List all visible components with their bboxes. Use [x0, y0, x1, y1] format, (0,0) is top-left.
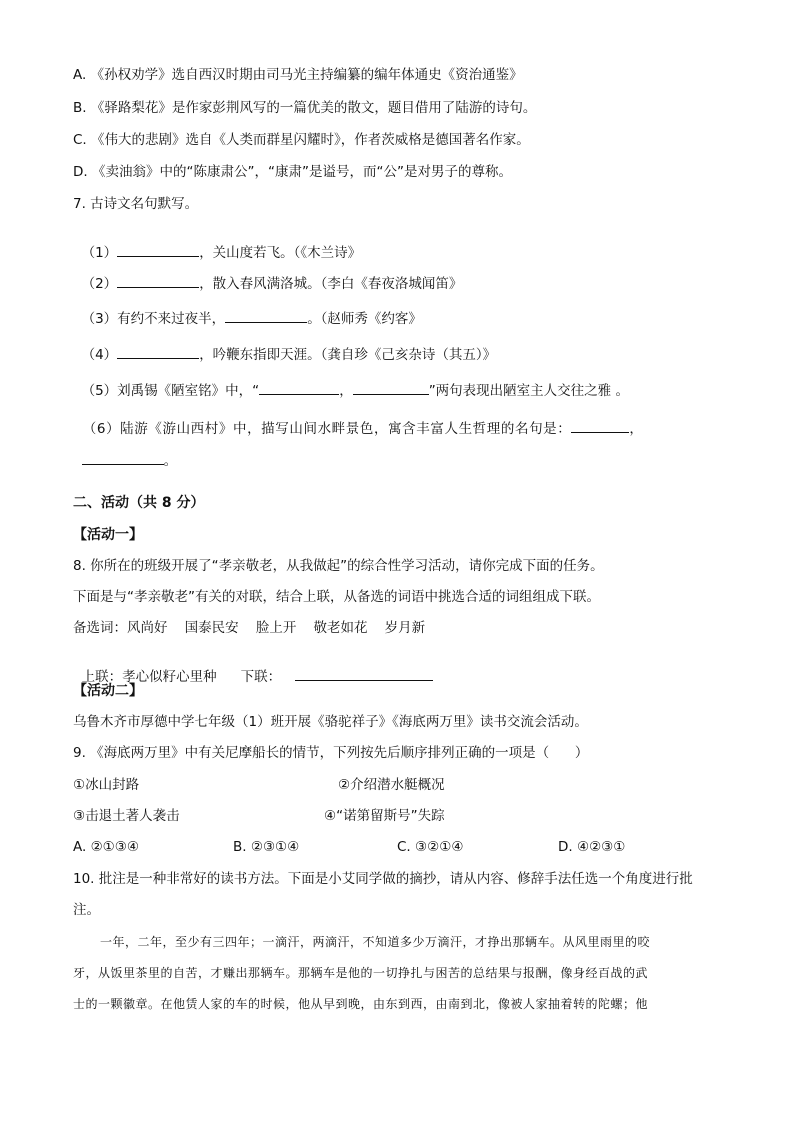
blank-3[interactable]	[225, 310, 307, 323]
q7-line-5-mid: ，	[339, 383, 353, 399]
q7-line-6-cont	[73, 434, 177, 470]
q7-line-6-comma: ，	[629, 421, 644, 437]
q8-line-1: 8. 你所在的班级开展了“孝亲敬老，从我做起”的综合性学习活动，请你完成下面的任务。	[73, 558, 604, 574]
q9-item-2: ②介绍潜水艇概况	[338, 777, 445, 793]
q7-line-5-suffix: ”两句表现出陋室主人交往之雅 。	[428, 383, 629, 399]
q7-title: 7. 古诗文名句默写。	[73, 196, 199, 212]
blank-6b[interactable]	[82, 452, 164, 465]
excerpt-line-2: 牙，从饭里茶里的自苦，才赚出那辆车。那辆车是他的一切挣扎与困苦的总结果与报酬，像身经百战的武	[73, 966, 649, 980]
blank-4[interactable]	[117, 346, 199, 359]
q6-option-d: D. 《卖油翁》中的“陈康肃公”，“康肃”是谥号，而“公”是对男子的尊称。	[73, 164, 512, 180]
q7-line-3-prefix: （3）有约不来过夜半，	[81, 311, 226, 327]
q10-stem-line-2: 注。	[73, 902, 100, 918]
q9-item-1: ①冰山封路	[73, 777, 140, 793]
blank-5a[interactable]	[259, 382, 339, 395]
q8-word-bank: 备选词：风尚好 国泰民安 脸上开 敬老如花 岁月新	[73, 620, 426, 636]
blank-5b[interactable]	[353, 382, 429, 395]
q9-answer-b[interactable]: B. ②③①④	[233, 839, 300, 855]
q8-couplet	[73, 650, 433, 686]
section-2-title: 二、活动（共 8 分）	[73, 495, 205, 511]
q9-answer-d[interactable]: D. ④②③①	[558, 839, 626, 855]
q6-option-a: A. 《孙权劝学》选自西汉时期由司马光主持编纂的编年体通史《资治通鉴》	[73, 67, 523, 83]
q8-line-2: 下面是与“孝亲敬老”有关的对联，结合上联，从备选的词语中挑选合适的词组组成下联。	[73, 589, 600, 605]
q7-line-4-suffix: ，吟鞭东指即天涯。（龚自珍《己亥杂诗（其五）》	[199, 347, 497, 363]
q6-option-c: C. 《伟大的悲剧》选自《人类而群星闪耀时》，作者茨威格是德国著名作家。	[73, 132, 530, 148]
q7-line-6-end: 。	[163, 453, 178, 469]
blank-2[interactable]	[117, 275, 199, 288]
lower-couplet-label: 下联：	[240, 669, 282, 685]
q9-item-4: ④“诺第留斯号”失踪	[324, 808, 445, 824]
q7-line-4	[73, 328, 496, 364]
q7-line-2-prefix: （2）	[81, 276, 118, 292]
q7-line-1-prefix: （1）	[81, 245, 118, 261]
q7-line-3-suffix: 。（赵师秀《约客》	[307, 311, 422, 327]
q9-item-3: ③击退土著人袭击	[73, 808, 180, 824]
excerpt-line-3: 士的一颗徽章。在他赁人家的车的时候，他从早到晚，由东到西，由南到北，像被人家抽着转的陀螺；他	[73, 997, 649, 1011]
q7-line-6-text: （6）陆游《游山西村》中，描写山间水畔景色，寓含丰富人生哲理的名句是：	[82, 421, 572, 437]
q9-answer-c[interactable]: C. ③②①④	[397, 839, 464, 855]
blank-1[interactable]	[117, 244, 199, 257]
activity-2-intro: 乌鲁木齐市厚德中学七年级（1）班开展《骆驼祥子》《海底两万里》读书交流会活动。	[73, 714, 588, 730]
q7-line-6	[73, 402, 644, 438]
lower-couplet-blank[interactable]	[295, 668, 433, 681]
q9-answer-a[interactable]: A. ②①③④	[73, 839, 139, 855]
q7-line-2-suffix: ，散入春风满洛城。（李白《春夜洛城闻笛》	[199, 276, 463, 292]
q7-line-5	[73, 364, 629, 400]
q7-line-5-prefix: （5）刘禹锡《陋室铭》中，“	[81, 383, 260, 399]
activity-2-heading: 【活动二】	[73, 683, 143, 699]
q7-line-2	[73, 257, 462, 293]
q7-line-1-suffix: ，关山度若飞。（《木兰诗》	[199, 245, 362, 261]
activity-1-heading: 【活动一】	[73, 527, 143, 543]
q9-stem: 9. 《海底两万里》中有关尼摩船长的情节，下列按先后顺序排列正确的一项是（ ）	[73, 745, 589, 761]
excerpt-line-1: 一年，二年，至少有三四年；一滴汗，两滴汗，不知道多少万滴汗，才挣出那辆车。从风里雨里的咬	[100, 935, 651, 949]
blank-6a[interactable]	[571, 420, 629, 433]
q7-line-4-prefix: （4）	[81, 347, 118, 363]
q6-option-b: B. 《驿路梨花》是作家彭荆风写的一篇优美的散文，题目借用了陆游的诗句。	[73, 100, 537, 116]
q10-stem-line-1: 10. 批注是一种非常好的读书方法。下面是小艾同学做的摘抄，请从内容、修辞手法任选一个角度进行批	[73, 871, 693, 887]
upper-couplet: 上联：孝心似籽心里种	[81, 669, 217, 685]
q7-line-3	[73, 292, 422, 328]
